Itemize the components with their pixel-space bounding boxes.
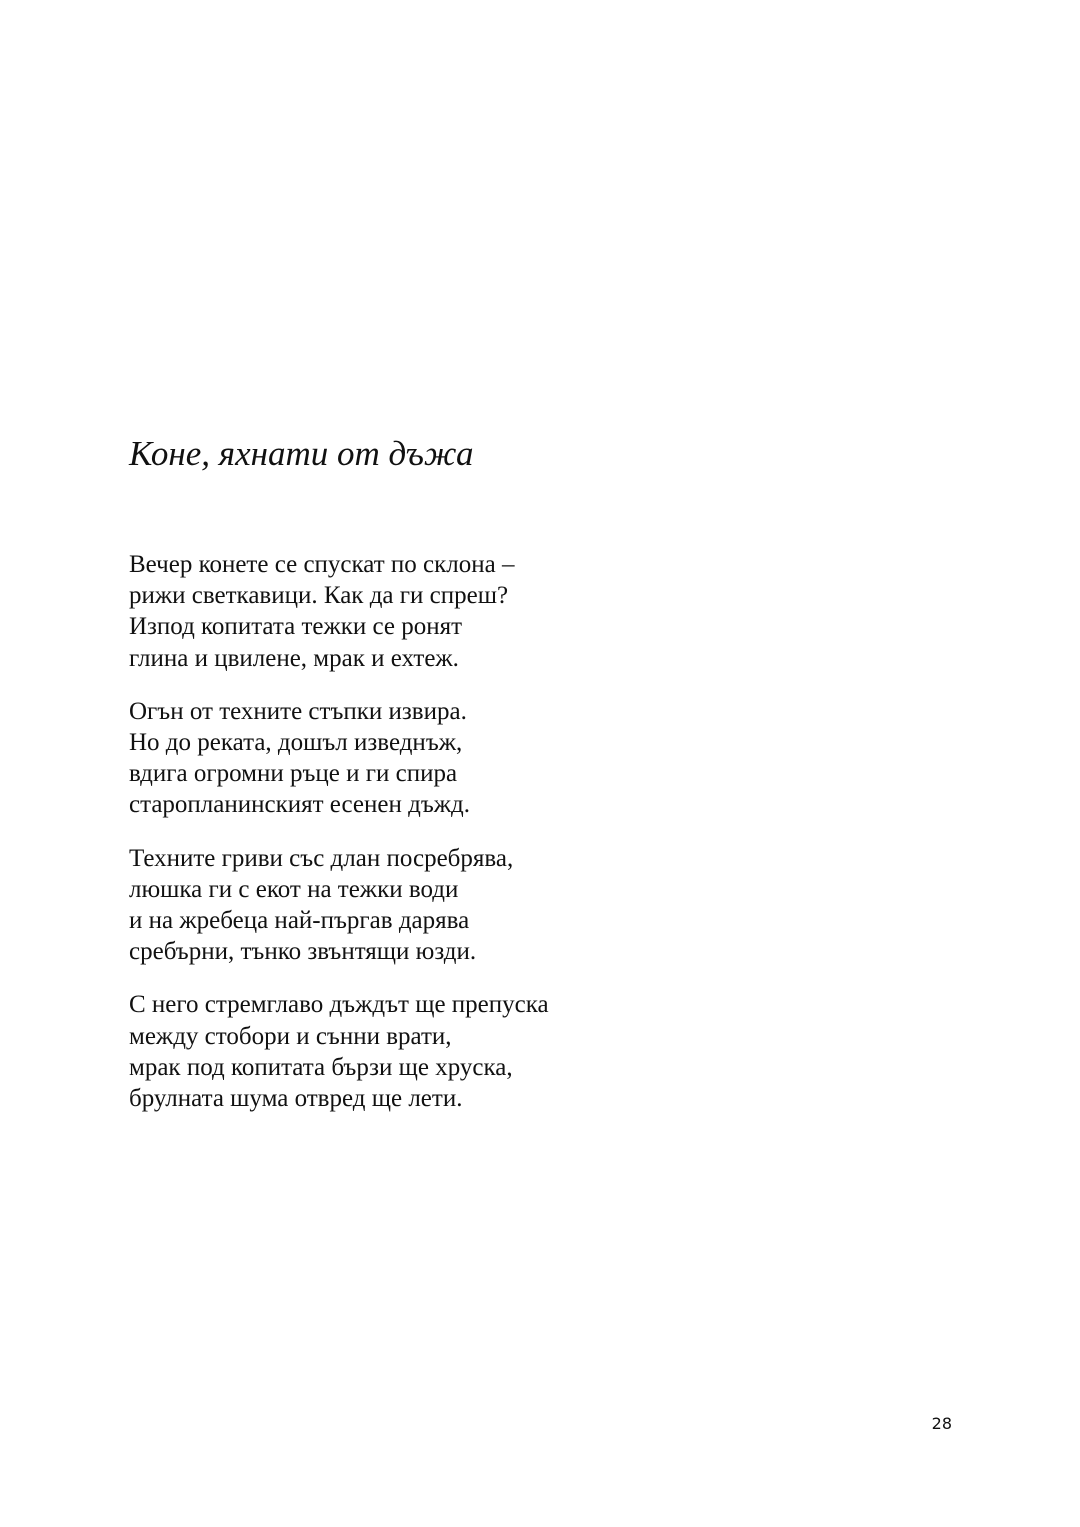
verse-line: сребърни, тънко звънтящи юзди. [129,938,477,966]
stanza-4 [129,989,749,1114]
verse-line: люшка ги с екот на тежки води [129,875,459,903]
verse-line: между стобори и сънни врати, [129,1022,452,1050]
stanza-2 [129,696,749,821]
verse-line: мрак под копитата бързи ще хруска, [129,1053,513,1081]
verse-line: и на жребеца най-пъргав дарява [129,907,470,935]
poem-body [129,549,749,1114]
verse-line: глина и цвилене, мрак и ехтеж. [129,644,459,672]
poem-title: Коне, яхнати от дъжа [129,434,474,473]
verse-line: вдига огромни ръце и ги спира [129,760,458,788]
verse-line: рижи светкавици. Как да ги спреш? [129,582,509,610]
verse-line: старопланинският есенен дъжд. [129,791,471,819]
verse-line: Но до реката, дошъл изведнъж, [129,729,463,757]
verse-line: Вечер конете се спускат по склона – [129,551,515,578]
verse-line: Изпод копитата тежки се ронят [129,613,463,641]
verse-line: брулната шума отвред ще лети. [129,1085,463,1113]
verse-line: Огън от техните стъпки извира. [129,697,467,725]
verse-line: Техните гриви със длан посребрява, [129,844,514,872]
stanza-3 [129,843,749,968]
verse-line: С него стремглаво дъждът ще препуска [129,991,549,1019]
stanza-1 [129,549,749,674]
page-number: 28 [931,1414,952,1433]
